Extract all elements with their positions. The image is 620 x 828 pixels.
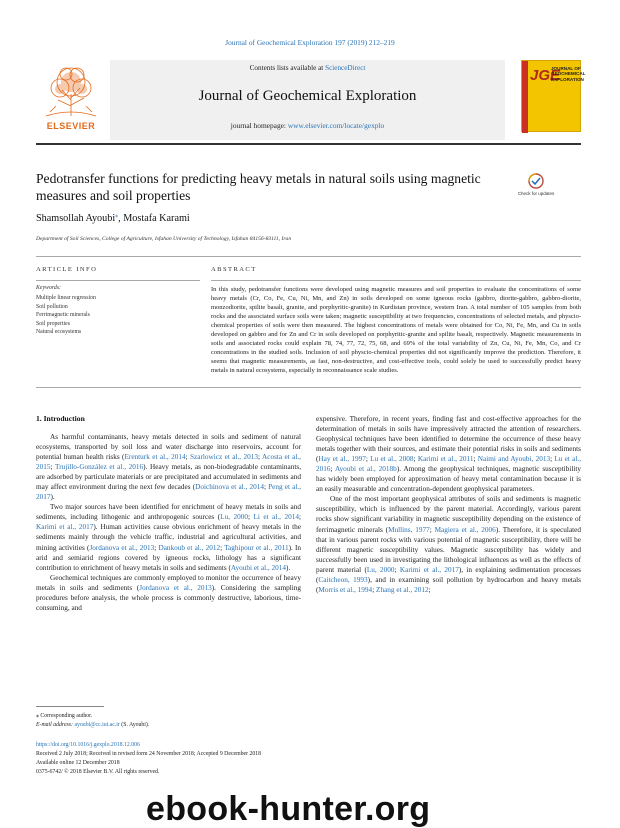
sciencedirect-link[interactable]: ScienceDirect [325,64,366,72]
body-paragraph [36,432,301,502]
paragraph-text: ; [330,465,335,474]
paragraph-text: ; [185,453,191,462]
citation-link[interactable]: Peng et al., 2017 [36,483,301,502]
keyword-item: Natural ecosystems [36,329,82,336]
paragraph-text: ; [257,453,262,462]
contents-availability-line [110,64,505,72]
paragraph-text: As harmful contaminants, heavy metals detected in soils and sediment of natural ecosystems, transported by soil loss and water discharge into reservoirs, account for potential human health risks ( [36,433,301,462]
paragraph-text: ). [286,563,291,572]
paragraph-text: Two major sources have been identified for enrichment of heavy metals in soils and sediments, including lithogenic and anthropogenic sources ( [36,503,301,522]
keyword-item: Multiple linear regression [36,295,96,301]
copyright-line: 0375-6742/ © 2018 Elsevier B.V. All rights reserved. [36,769,160,775]
paragraph-text: ; [365,455,371,464]
citation-link[interactable]: Lu et al., 2016 [316,455,582,474]
footnote [36,712,336,730]
journal-citation-link[interactable]: Journal of Geochemical Exploration 197 (2019) 212–219 [225,38,395,47]
section-divider [36,256,581,257]
body-paragraph [316,414,581,494]
citation-link[interactable]: Trujillo-González et al., 2016 [55,463,144,472]
citation-link[interactable]: Doichinova et al., 2014 [195,483,264,492]
keywords-list [36,294,200,337]
paragraph-text: ). Considering the sampling procedures before analysis, the whole process is commonly destructive, laborious, time-consuming, and [36,583,301,612]
email-link[interactable]: ayoubi@cc.iut.ac.ir [74,722,120,728]
introduction-heading: 1. Introduction [36,414,85,423]
citation-link[interactable]: Karimi et al., 2017 [399,565,459,574]
citation-link[interactable]: Acosta et al., 2015 [36,453,301,472]
paragraph-text: ; [429,525,435,534]
paragraph-text: ; [372,585,377,594]
citation-link[interactable]: Zhang et al., 2012 [376,585,429,594]
corresponding-author-mark[interactable]: ⁎ [115,213,119,219]
citation-link[interactable]: Lu, 2000 [366,565,395,574]
citation-link[interactable]: Morris et al., 1994 [318,585,373,594]
received-dates: Received 2 July 2018; Received in revised form 24 November 2018; Accepted 9 December 2018 [36,751,262,757]
citation-link[interactable]: Mullins, 1977 [388,525,430,534]
citation-link[interactable]: Naimi and Ayoubi, 2013 [477,455,551,464]
paragraph-text: ). Therefore, it is speculated that in various parent rocks with various potential of magnetic susceptibility, there will be different magnetic susceptibility values. Magnetic susceptibility has widely and successfully been used in investigating the lithological influences as well as the effects of parent material ( [316,525,582,574]
paragraph-text: ), and in examining soil pollution by hydrocarbon and heavy metals ( [316,575,581,594]
corresponding-author-note: ⁎ Corresponding author. [36,713,93,719]
paragraph-text: ; [248,513,254,522]
citation-link[interactable]: Erenturk et al., 2014 [124,453,186,462]
elsevier-wordmark: ELSEVIER [46,121,96,131]
citation-link[interactable]: Jordanova et al., 2013 [89,543,155,552]
cover-abbrev: JGE [530,67,561,84]
author-list [36,212,190,224]
author-affiliation: Department of Soil Sciences, College of Agriculture, Isfahan University of Technology, Isfahan 84156-83111, Iran [36,236,292,242]
journal-homepage-link[interactable]: www.elsevier.com/locate/gexplo [287,121,385,130]
paragraph-text: ). Among the geophysical techniques, magnetic susceptibility has widely been employed for approximation of heavy metal contamination because it is an easily measurable and concentration-dependent geophysical parameters. [316,465,581,494]
paragraph-text: ; [550,455,555,464]
paragraph-text: expensive. Therefore, in recent years, finding fast and cost-effective approaches for the determination of metals in soils have impressively attracted the attention of researchers. Geophysical techniques have been identified to determine the occurrence of these heavy metals together with their sources, and estimate their potential risks in soils and sediments ( [316,415,581,464]
citation-link[interactable]: Karimi et al., 2017 [36,523,94,532]
body-paragraph [316,494,581,594]
article-info-divider [36,280,200,281]
citation-link[interactable]: Caitcheon, 1993 [318,575,368,584]
journal-homepage-line [110,121,505,130]
watermark-text: ebook-hunter.org [146,790,431,828]
citation-link[interactable]: Lu, 2000 [220,513,248,522]
contents-prefix: Contents lists available at [249,64,326,72]
citation-link[interactable]: Karimi et al., 2011 [417,455,474,464]
paragraph-text: ). [50,493,55,502]
check-for-updates-icon[interactable] [519,172,553,204]
paragraph-text: ). Human activities cause obvious enrichment of heavy metals in the sediments mainly through the vehicle traffic, industrial and agricultural activities, and mining activities ( [36,523,301,552]
keywords-label: Keywords: [36,285,61,291]
citation-link[interactable]: Dankoub et al., 2012 [158,543,221,552]
keyword-item: Soil properties [36,320,70,327]
abstract-heading: ABSTRACT [211,266,257,273]
homepage-prefix: journal homepage: [230,121,288,130]
body-paragraph [36,502,301,572]
paragraph-text: ). In arid and semiarid regions covered by igneous rocks, lithology has a significant contribution to enrichment of heavy metals in soils and sediments ( [36,543,302,572]
citation-link[interactable]: Ayoubi et al., 2014 [230,563,287,572]
paragraph-text: ; [413,455,418,464]
body-column-right [316,414,581,595]
footnote-divider [36,706,104,707]
email-line [36,721,336,730]
check-for-updates-label[interactable]: Check for updates [517,191,555,196]
body-divider [36,387,581,388]
citation-link[interactable]: Magiera et al., 2006 [434,525,496,534]
citation-link[interactable]: Lu et al., 2008 [370,455,414,464]
paragraph-text: ; [473,455,478,464]
email-suffix: (S. Ayoubi). [119,722,150,728]
keyword-item: Soil pollution [36,303,68,310]
paragraph-text: Geochemical techniques are commonly employed to monitor the occurrence of heavy metals in soils and sediments ( [36,573,301,592]
publication-info [36,741,376,777]
doi-link[interactable]: https://doi.org/10.1016/j.gexplo.2018.12.006 [36,742,140,748]
paragraph-text: ; [428,585,431,594]
paragraph-text: ; [394,565,400,574]
citation-link[interactable]: Hay et al., 1997 [318,455,366,464]
abstract-body: In this study, pedotransfer functions were developed using magnetic measures and soil properties to evaluate the concentrations of some heavy metals (Cr, Co, Fe, Cu, Ni, Mn, and Zn) in soils developed on some igneous rocks (gabbro, diorite-gabbro, gabbro-diorite, monzodiorite, spilite basalt, granite, and porphyritic-granite) in Kurdistan province, western Iran. A total number of 105 samples from both rocks and the associated surface soils were taken; magnetic susceptibility at two frequencies, concentrations of selected metals, and physcio-chemical properties of soils were then measured. The highest concentrations of metals were obtained for Co, Ni, Fe, Mn, and Cu in soils developed on gabbro and for Zn and Cr in soils developed on porphyritic-granite and spilite basalt, respectively. Magnetic measurements in soils and associated rocks could explain 78, 74, 77, 72, 75, 68, and 69% of the total variability of Zn, Cu, Ni, Fe, Mn, Co, and Cr concentrations in the studied soils. Inclusion of soil physcio-chemical properties did not significantly improve the prediction. Therefore, it seems that magnetic measurements, as fast, non-destructive, and cost-effective tools, could solely be used to successfully predict heavy metals in natural ecosystems, especially in reconnaissance scale studies. [211,286,581,375]
header-divider [36,143,581,145]
citation-link[interactable]: Li et al., 2014 [253,513,299,522]
author-name[interactable]: Shamsollah Ayoubi [36,213,116,224]
paragraph-text: ; [298,513,301,522]
paragraph-text: ; [154,543,159,552]
citation-link[interactable]: Jordanova et al., 2013 [139,583,212,592]
cover-red-bar [522,61,528,133]
abstract-divider [211,280,581,281]
online-date: Available online 12 December 2018 [36,760,120,766]
paragraph-text: ; [220,543,225,552]
paragraph-text: ). Heavy metals, as non-biodegradable contaminants, are adsorbed by particulate materials or are precipitated and accumulated in sediments and may affect environment during the next few decades ( [36,463,302,492]
citation-link[interactable]: Szarlowicz et al., 2013 [190,453,258,462]
paragraph-text: ; [263,483,269,492]
journal-cover-thumbnail[interactable] [521,60,586,132]
paragraph-text: One of the most important geophysical attributes of soils and sediments is magnetic susceptibility, which is influenced by the parent material. Accordingly, various parent rocks show significant variability in magnetic susceptibility depending on the existence of ferrimagnetic minerals ( [316,495,581,534]
email-label: E-mail address: [36,722,75,728]
paragraph-text: ; [50,463,56,472]
body-paragraph [36,573,301,613]
citation-link[interactable]: Taghipour et al., 2011 [224,543,289,552]
article-title: Pedotransfer functions for predicting heavy metals in natural soils using magnetic measures and soil properties [36,171,481,203]
body-column-left [36,432,301,613]
paragraph-text: ), in explaining sedimentation processes ( [316,565,581,584]
citation-link[interactable]: Ayoubi et al., 2018b [334,465,397,474]
keyword-item: Ferrimagnetic minerals [36,312,90,319]
cover-journal-name: JOURNAL OF GEOCHEMICAL EXPLORATION [551,66,586,82]
journal-title: Journal of Geochemical Exploration [198,88,417,104]
article-info-heading: ARTICLE INFO [36,266,98,273]
author-name[interactable]: Mostafa Karami [123,213,190,224]
author-separator: , [118,213,124,224]
